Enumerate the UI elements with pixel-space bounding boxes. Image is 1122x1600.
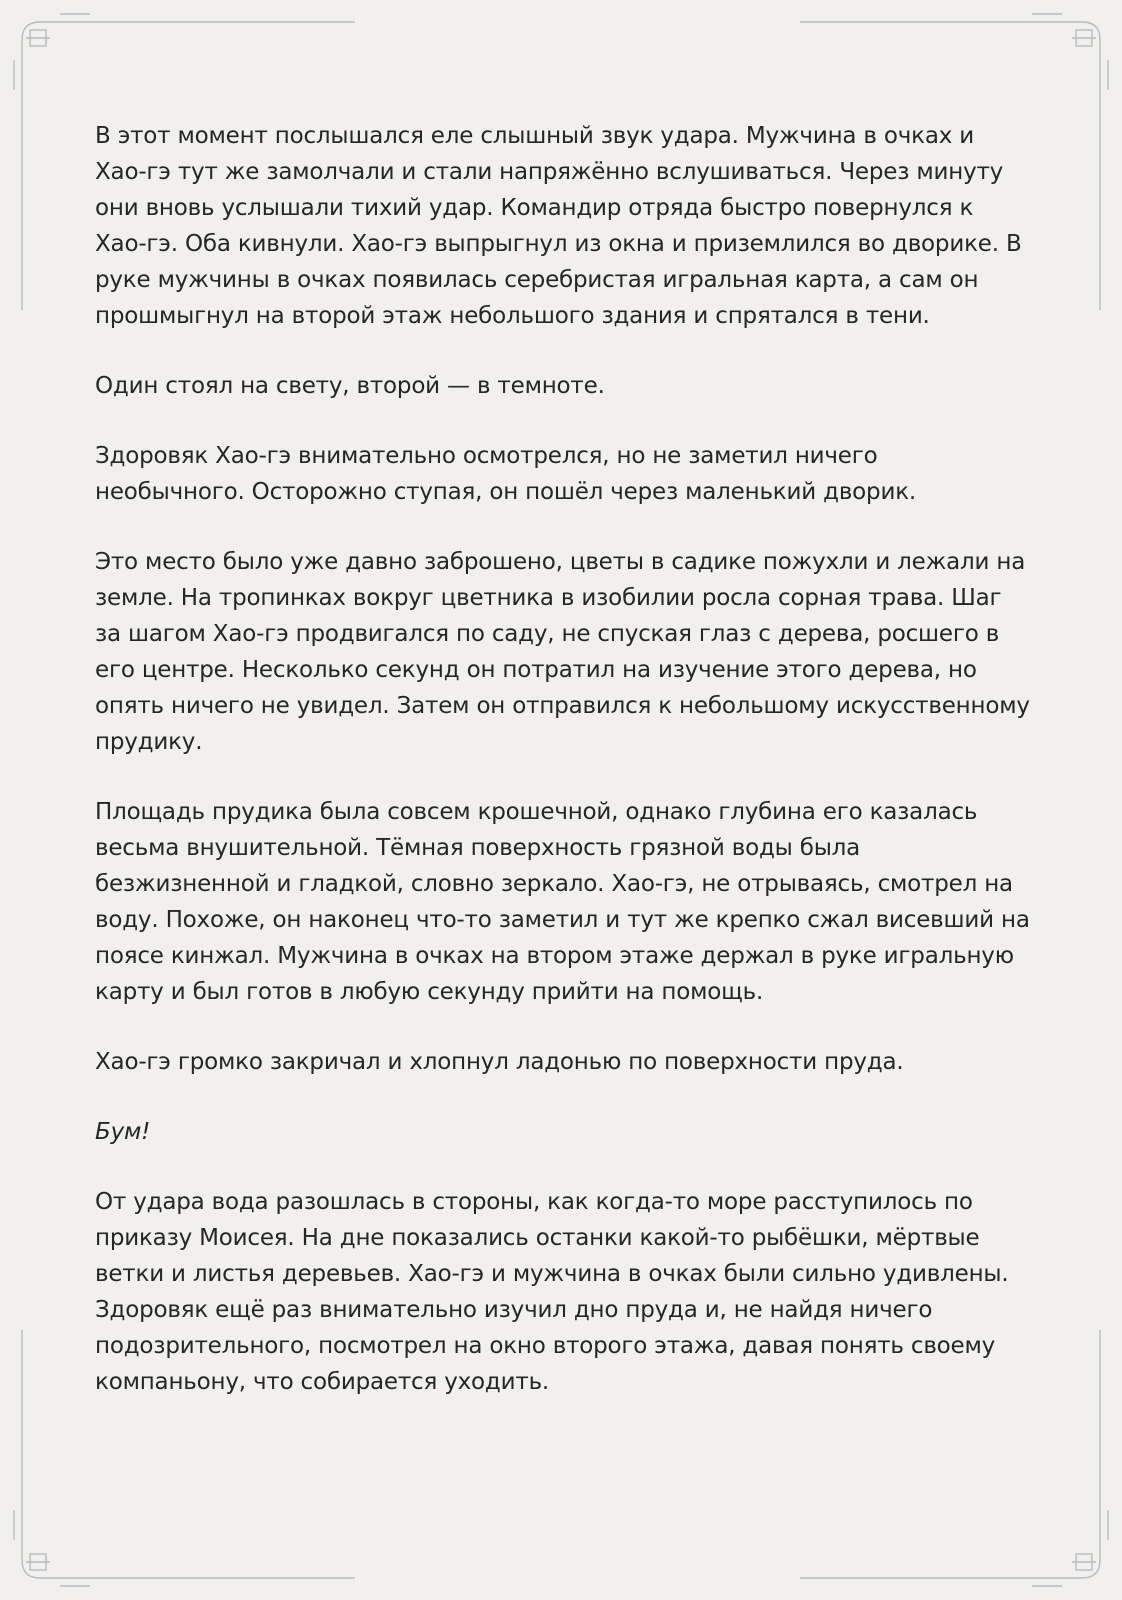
paragraph: Хао-гэ громко закричал и хлопнул ладонью по поверхности пруда.	[95, 1049, 904, 1075]
paragraph: Это место было уже давно заброшено, цветы в садике пожухли и лежали на земле. На тропинках вокруг цветника в изобилии росла сорная трава. Шаг за шагом Хао-гэ продвигался по саду, не спуская глаз с дерева, росшего в его центре. Несколько секунд он потратил на изучение этого дерева, но опять ничего не увидел. Затем он отправился к небольшому искусственному прудику.	[95, 549, 1030, 755]
paragraph: Один стоял на свету, второй — в темноте.	[95, 373, 605, 399]
paragraph: Площадь прудика была совсем крошечной, однако глубина его казалась весьма внушительной. Тёмная поверхность грязной воды была безжизненной и гладкой, словно зеркало. Хао-гэ, не отрываясь, смотрел на воду. Похоже, он наконец что-то заметил и тут же крепко сжал висевший на поясе кинжал. Мужчина в очках на втором этаже держал в руке игральную карту и был готов в любую секунду прийти на помощь.	[95, 799, 1030, 1005]
paragraph: В этот момент послышался еле слышный звук удара. Мужчина в очках и Хао-гэ тут же замолчали и стали напряжённо вслушиваться. Через минуту они вновь услышали тихий удар. Командир отряда быстро повернулся к Хао-гэ. Оба кивнули. Хао-гэ выпрыгнул из окна и приземлился во дворике. В руке мужчины в очках появилась серебристая игральная карта, а сам он прошмыгнул на второй этаж небольшого здания и спрятался в тени.	[95, 123, 1022, 329]
paragraph: От удара вода разошлась в стороны, как когда-то море расступилось по приказу Моисея. На дне показались останки какой-то рыбёшки, мёртвые ветки и листья деревьев. Хао-гэ и мужчина в очках были сильно удивлены. Здоровяк ещё раз внимательно изучил дно пруда и, не найдя ничего подозрительного, посмотрел на окно второго этажа, давая понять своему компаньону, что собирается уходить.	[95, 1189, 1009, 1395]
paragraph: Здоровяк Хао-гэ внимательно осмотрелся, но не заметил ничего необычного. Осторожно ступая, он пошёл через маленький дворик.	[95, 443, 916, 505]
sound-effect: Бум!	[95, 1119, 151, 1145]
story-text	[95, 118, 1030, 1434]
